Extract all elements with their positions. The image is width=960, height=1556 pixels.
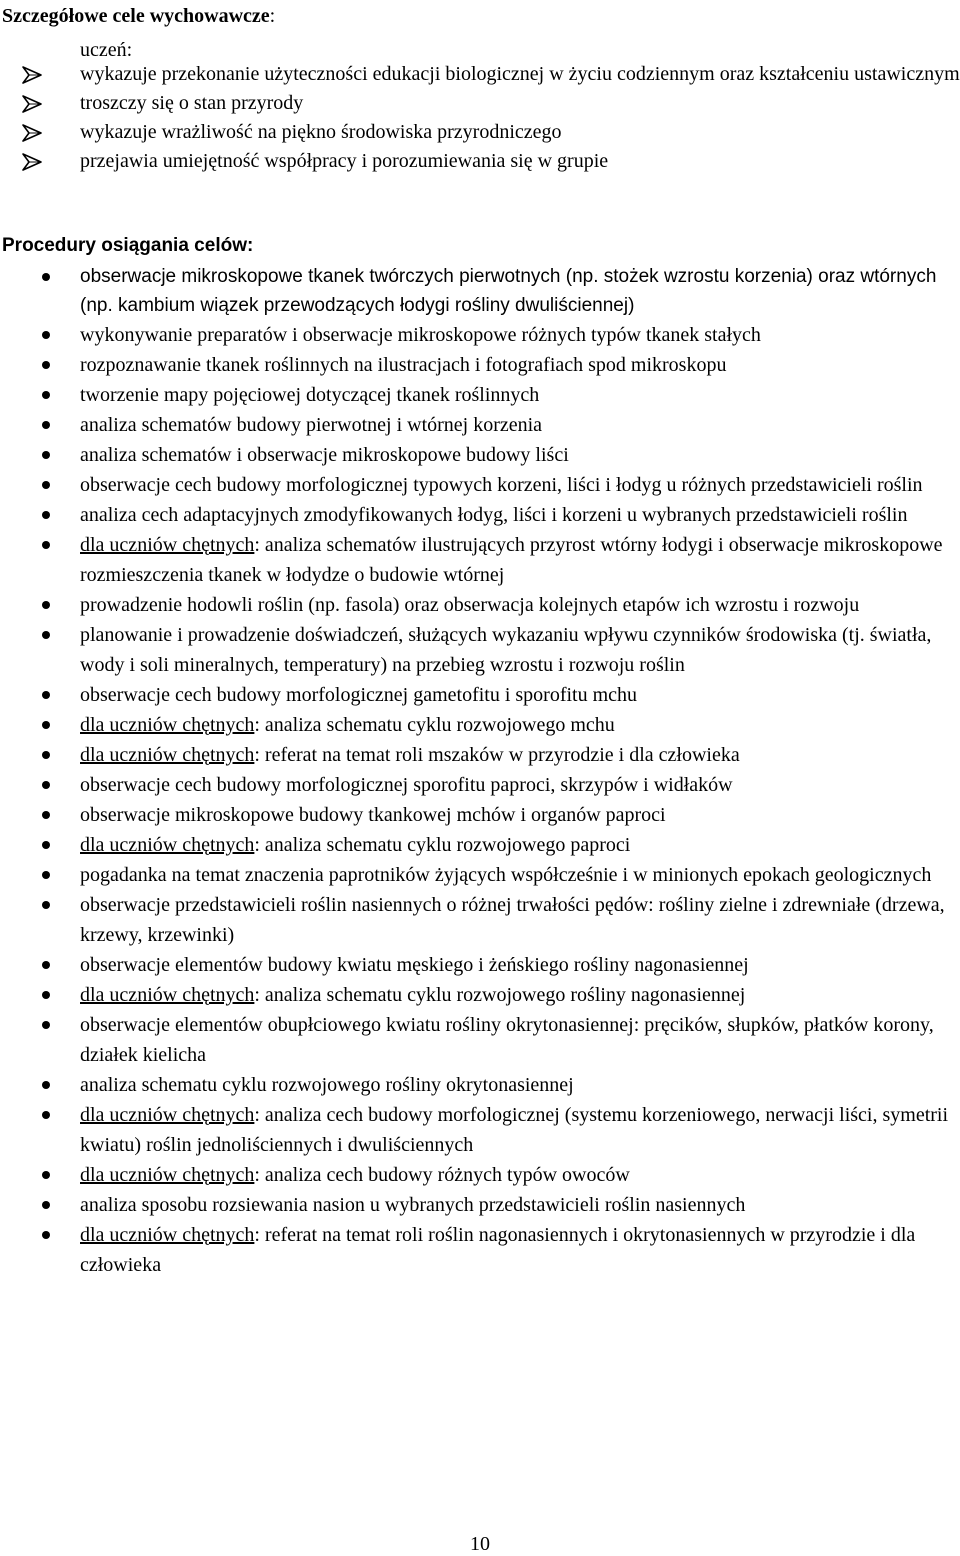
list-item-text: analiza sposobu rozsiewania nasion u wybranych przedstawicieli roślin nasiennych	[80, 1194, 746, 1216]
bullet-dot-icon	[42, 331, 50, 339]
arrow-bullet-icon	[21, 94, 45, 114]
list-item	[0, 530, 960, 590]
list-item	[0, 60, 960, 89]
list-item-text: analiza schematu cyklu rozwojowego rośliny okrytonasiennej	[80, 1074, 574, 1096]
arrow-bullet-icon	[21, 152, 45, 172]
list-item	[0, 440, 960, 470]
bullet-dot-icon	[42, 961, 50, 969]
bullet-dot-icon	[42, 541, 50, 549]
list-item-text: pogadanka na temat znaczenia paprotników żyjących współcześnie i w minionych epokach geologicznych	[80, 864, 932, 886]
list-item-text: obserwacje elementów budowy kwiatu męskiego i żeńskiego rośliny nagonasiennej	[80, 954, 749, 976]
list-item-text: przejawia umiejętność współpracy i porozumiewania się w grupie	[80, 150, 609, 172]
optional-tag: dla uczniów chętnych	[80, 1164, 255, 1186]
list-item-text: prowadzenie hodowli roślin (np. fasola) oraz obserwacja kolejnych etapów ich wzrostu i rozwoju	[80, 594, 860, 616]
bullet-dot-icon	[42, 361, 50, 369]
list-item-text: : analiza cech budowy morfologicznej (systemu korzeniowego, nerwacji liści, symetrii kwiatu) roślin jednoliściennych i dwuliściennych	[80, 1104, 949, 1156]
bullet-dot-icon	[42, 273, 50, 281]
list-item	[0, 950, 960, 980]
list-item-text: wykonywanie preparatów i obserwacje mikroskopowe różnych typów tkanek stałych	[80, 324, 761, 346]
bullet-dot-icon	[42, 901, 50, 909]
bullet-dot-icon	[42, 1231, 50, 1239]
list-item	[0, 800, 960, 830]
bullet-dot-icon	[42, 841, 50, 849]
list-item	[0, 1100, 960, 1160]
list-item	[0, 890, 960, 950]
bullet-dot-icon	[42, 451, 50, 459]
goals-list	[0, 60, 960, 176]
bullet-dot-icon	[42, 691, 50, 699]
bullet-dot-icon	[42, 1081, 50, 1089]
heading-educational-goals-label: Szczegółowe cele wychowawcze	[2, 5, 270, 27]
list-item-text: obserwacje mikroskopowe tkanek twórczych pierwotnych (np. stożek wzrostu korzenia) oraz wtórnych (np. kambium wiązek przewodzących łodygi rośliny dwuliściennej)	[80, 266, 937, 316]
list-item	[0, 710, 960, 740]
list-item	[0, 470, 960, 500]
list-item-text: : analiza cech budowy różnych typów owoców	[254, 1164, 630, 1186]
bullet-dot-icon	[42, 811, 50, 819]
list-item	[0, 1070, 960, 1100]
bullet-dot-icon	[42, 631, 50, 639]
list-item	[0, 590, 960, 620]
list-item-text: wykazuje wrażliwość na piękno środowiska przyrodniczego	[80, 121, 562, 143]
list-item	[0, 118, 960, 147]
list-item-text: analiza schematów i obserwacje mikroskopowe budowy liści	[80, 444, 569, 466]
list-item-text: : analiza schematu cyklu rozwojowego mchu	[254, 714, 615, 736]
list-item	[0, 1190, 960, 1220]
list-item-text: analiza schematów budowy pierwotnej i wtórnej korzenia	[80, 414, 543, 436]
list-item	[0, 980, 960, 1010]
list-item	[0, 830, 960, 860]
list-item-text: tworzenie mapy pojęciowej dotyczącej tkanek roślinnych	[80, 384, 540, 406]
list-item	[0, 1220, 960, 1280]
bullet-dot-icon	[42, 991, 50, 999]
list-item	[0, 1010, 960, 1070]
list-item-text: obserwacje cech budowy morfologicznej sporofitu paproci, skrzypów i widłaków	[80, 774, 733, 796]
list-item-text: obserwacje przedstawicieli roślin nasiennych o różnej trwałości pędów: rośliny zielne i zdrewniałe (drzewa, krzewy, krzewinki)	[80, 894, 945, 946]
list-item-text: obserwacje mikroskopowe budowy tkankowej mchów i organów paproci	[80, 804, 666, 826]
list-item-text: planowanie i prowadzenie doświadczeń, służących wykazaniu wpływu czynników środowiska (tj. światła, wody i soli mineralnych, temperatury) na przebieg wzrostu i rozwoju roślin	[80, 624, 932, 676]
list-item	[0, 1160, 960, 1190]
heading-educational-goals	[2, 4, 275, 28]
optional-tag: dla uczniów chętnych	[80, 834, 255, 856]
heading-procedures	[2, 232, 253, 260]
heading-educational-goals-colon: :	[269, 5, 276, 27]
bullet-dot-icon	[42, 511, 50, 519]
optional-tag: dla uczniów chętnych	[80, 984, 255, 1006]
list-item	[0, 380, 960, 410]
bullet-dot-icon	[42, 601, 50, 609]
bullet-dot-icon	[42, 1171, 50, 1179]
list-item	[0, 262, 960, 320]
list-item	[0, 350, 960, 380]
bullet-dot-icon	[42, 1201, 50, 1209]
list-item	[0, 860, 960, 890]
list-item-text: obserwacje cech budowy morfologicznej gametofitu i sporofitu mchu	[80, 684, 638, 706]
list-item-text: rozpoznawanie tkanek roślinnych na ilustracjach i fotografiach spod mikroskopu	[80, 354, 727, 376]
optional-tag: dla uczniów chętnych	[80, 534, 255, 556]
list-item	[0, 147, 960, 176]
bullet-dot-icon	[42, 721, 50, 729]
list-item	[0, 410, 960, 440]
arrow-bullet-icon	[21, 65, 45, 85]
list-item	[0, 770, 960, 800]
list-item	[0, 500, 960, 530]
bullet-dot-icon	[42, 421, 50, 429]
page-number: 10	[470, 1533, 490, 1555]
heading-procedures-label: Procedury osiągania celów:	[2, 235, 254, 256]
list-item-text: : referat na temat roli roślin nagonasiennych i okrytonasiennych w przyrodzie i dla człowieka	[80, 1224, 916, 1276]
procedures-list	[0, 262, 960, 1280]
list-item	[0, 620, 960, 680]
list-item-text: analiza cech adaptacyjnych zmodyfikowanych łodyg, liści i korzeni u wybranych przedstawicieli roślin	[80, 504, 908, 526]
list-item-text: : analiza schematu cyklu rozwojowego paproci	[254, 834, 631, 856]
optional-tag: dla uczniów chętnych	[80, 1224, 255, 1246]
list-item-text: wykazuje przekonanie użyteczności edukacji biologicznej w życiu codziennym oraz kształceniu ustawicznym	[80, 63, 960, 85]
list-item	[0, 680, 960, 710]
list-item-text: obserwacje cech budowy morfologicznej typowych korzeni, liści i łodyg u różnych przedstawicieli roślin	[80, 474, 923, 496]
bullet-dot-icon	[42, 1021, 50, 1029]
list-item-text: troszczy się o stan przyrody	[80, 92, 304, 114]
list-item	[0, 89, 960, 118]
arrow-bullet-icon	[21, 123, 45, 143]
list-item-text: : analiza schematów ilustrujących przyrost wtórny łodygi i obserwacje mikroskopowe rozmieszczenia tkanek w łodydze o budowie wtórnej	[80, 534, 943, 586]
list-item-text: : referat na temat roli mszaków w przyrodzie i dla człowieka	[254, 744, 740, 766]
bullet-dot-icon	[42, 751, 50, 759]
bullet-dot-icon	[42, 1111, 50, 1119]
list-item-text: obserwacje elementów obupłciowego kwiatu rośliny okrytonasiennej: pręcików, słupków, płatków korony, działek kielicha	[80, 1014, 934, 1066]
bullet-dot-icon	[42, 391, 50, 399]
list-item-text: : analiza schematu cyklu rozwojowego rośliny nagonasiennej	[254, 984, 746, 1006]
list-item	[0, 740, 960, 770]
optional-tag: dla uczniów chętnych	[80, 1104, 255, 1126]
intro-student: uczeń:	[80, 39, 133, 61]
optional-tag: dla uczniów chętnych	[80, 714, 255, 736]
bullet-dot-icon	[42, 481, 50, 489]
list-item	[0, 320, 960, 350]
bullet-dot-icon	[42, 781, 50, 789]
optional-tag: dla uczniów chętnych	[80, 744, 255, 766]
bullet-dot-icon	[42, 871, 50, 879]
